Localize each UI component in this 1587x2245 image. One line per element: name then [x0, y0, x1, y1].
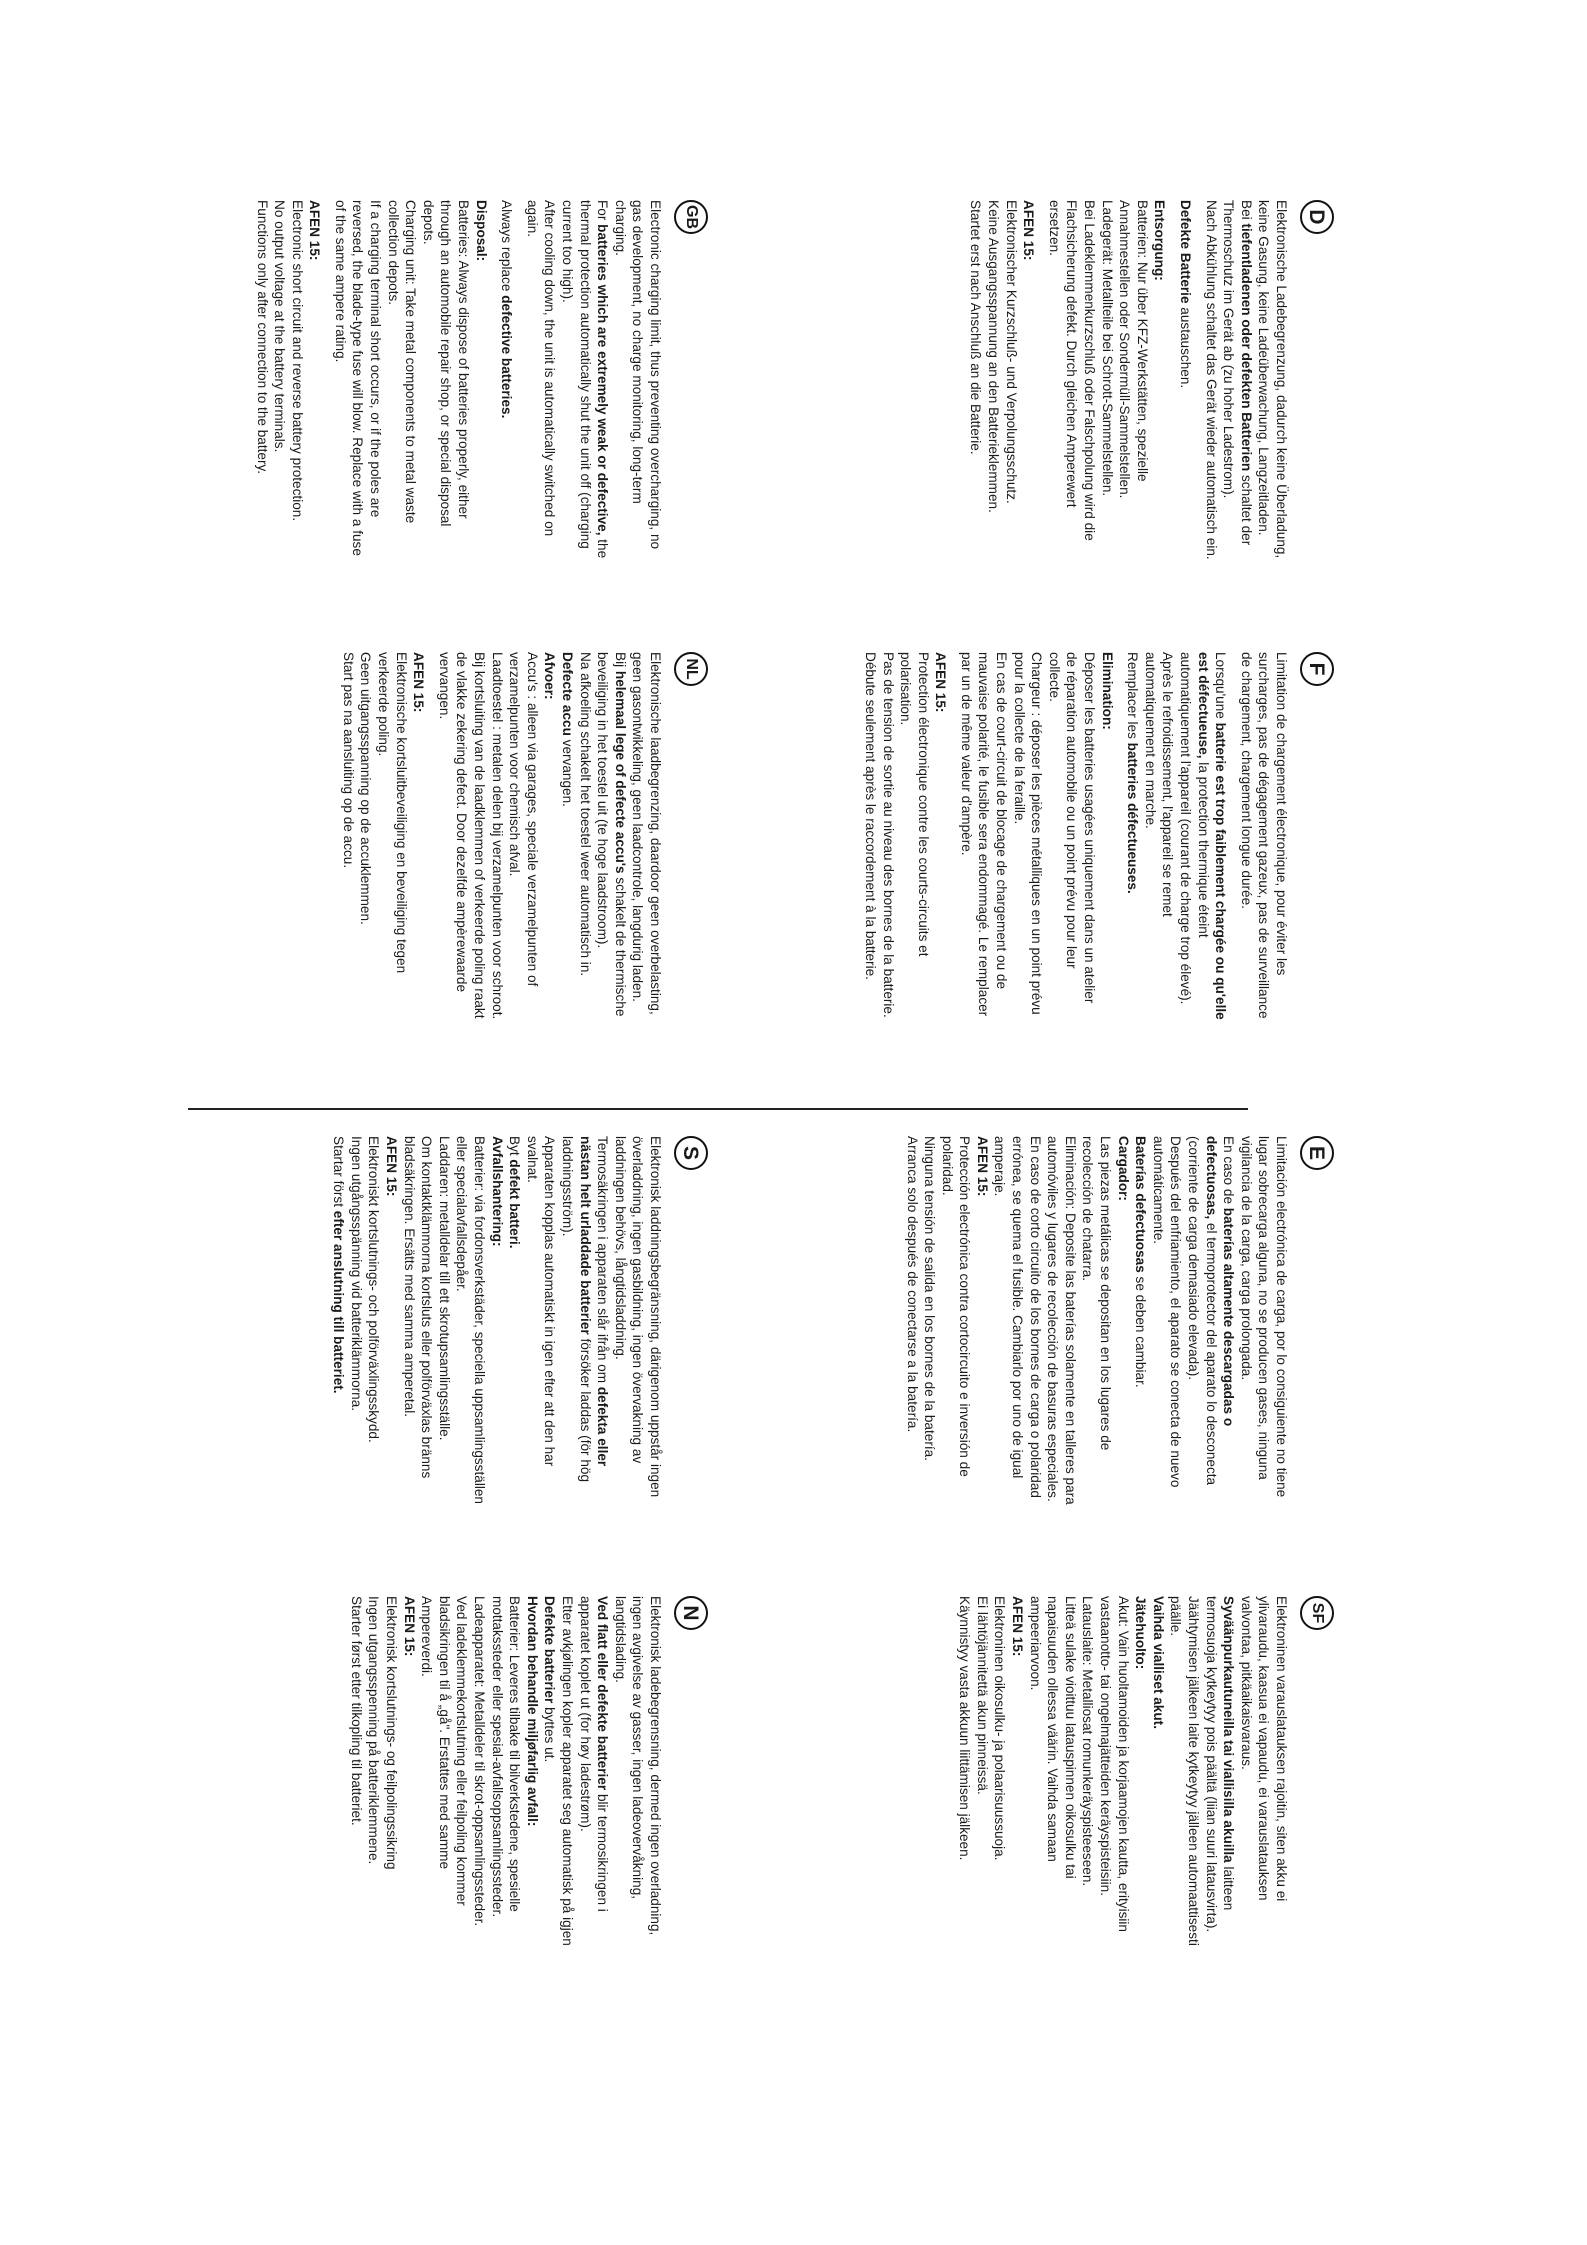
- section-header: [1296, 1596, 1338, 1946]
- subheading: Cargador:: [1115, 1136, 1131, 1201]
- paragraph: Starter først etter tilkopling til batteriet.: [348, 1596, 364, 1826]
- section-header: [670, 1136, 712, 1506]
- paragraph: Limitation de chargement électronique, pour éviter les surcharges, pas de dégagement gazeux, pas de surveillance de chargement, chargement longue durée.: [1238, 652, 1289, 1019]
- paragraph: Ninguna tensión de salida en los bornes de la batería.: [922, 1136, 938, 1461]
- lang-badge-fi: SF: [1300, 1596, 1334, 1630]
- paragraph: Après le refroidissement, l'appareil se remet automatiquement en marche.: [1142, 652, 1176, 917]
- paragraph: Débute seulement après le raccordement à la batterie.: [862, 652, 878, 980]
- section-header: [1296, 1136, 1338, 1506]
- section-fr: [861, 652, 1338, 1022]
- paragraph: Batterien: Nur über KFZ-Werkstätten, spezielle Annahmestellen oder Sondermüll-Sammelstellen.: [1117, 200, 1150, 499]
- paragraph: Ladeapparatet: Metalldeler til skrot-oppsamlingssteder.: [472, 1596, 488, 1927]
- paragraph: Arranca solo después de conectarse a la batería.: [904, 1136, 920, 1433]
- paragraph: Remplacer les batteries défectueuses.: [1125, 652, 1141, 894]
- paragraph: Ingen utgangsspenning på batteriklemmene.: [366, 1596, 382, 1865]
- paragraph: Startet erst nach Anschluß an die Batterie.: [968, 200, 984, 455]
- paragraph: Geen uitgangsspanning op de accuklemmen.: [358, 652, 374, 925]
- paragraph: Latauslaite: Metalliosat romunkeräyspisteeseen.: [1080, 1596, 1096, 1887]
- subheading: Afvoer:: [542, 652, 558, 700]
- paragraph: Na afkoeling schakelt het toestel weer automatisch in.: [577, 652, 593, 977]
- paragraph: Elektronische laadbegrenzing, daardoor geen overbelasting, geen gasontwikkeling, geen laadcontrole, langdurig laden.: [630, 652, 663, 1015]
- paragraph: Defecte accu vervangen.: [560, 652, 576, 807]
- section-fi: [956, 1596, 1338, 1946]
- paragraph: Elektronische Ladebegrenzung, dadurch keine Überladung, keine Gasung, keine Ladeüberwachung, Langzeitladen.: [1256, 200, 1289, 559]
- section-header: [1296, 200, 1338, 560]
- paragraph: Bei Ladeklemmenkurzschluß oder Falschpolung wird die Flachsicherung defekt. Durch gleichen Amperewert ersetzen.: [1046, 200, 1098, 541]
- section-no: [347, 1596, 712, 1946]
- paragraph: Ved ladeklemmekortslutning eller feilpoling kommer bladsikringen til å „gå". Erstattes med samme Ampereverdi.: [419, 1596, 470, 1906]
- paragraph: Vaihda vialliset akut.: [1150, 1596, 1166, 1729]
- paragraph: Elektroniskt kortslutnings- och polförväxlingsskydd.: [366, 1136, 382, 1443]
- subheading: Disposal:: [473, 200, 489, 262]
- paragraph: Eliminación: Deposite las baterías solamente en talleres para automóviles y lugares de recolección de basuras especiales.: [1045, 1136, 1078, 1505]
- section-header: [670, 200, 712, 560]
- paragraph: Startar först efter anslutning till batteriet.: [331, 1136, 347, 1394]
- paragraph: Elektronisk ladebegrensning, dermed ingen overladning, ingen avgivelse av gasser, ingen ladeovervåkning, langtidslading.: [612, 1596, 663, 1936]
- paragraph: Después del enfriamiento, el aparato se conecta de nuevo automáticamente.: [1150, 1136, 1184, 1488]
- subheading: AFEN 15:: [401, 1596, 417, 1657]
- paragraph: Bij kortsluiting van de laadklemmen of verkeerde poling raakt de vlakke zekering defect. Door dezelfde ampèrewaarde vervangen.: [436, 652, 488, 1019]
- paragraph: Ved flatt eller defekte batterier blir termosikringen i apparatet koplet ut (for høy ladestrøm).: [577, 1596, 611, 1912]
- paragraph: Pas de tension de sortie au niveau des bornes de la batterie.: [880, 652, 896, 1018]
- paragraph: Laddaren: metalldelar till ett skrotupsamlingsställe.: [436, 1136, 452, 1441]
- lang-badge-de: D: [1300, 200, 1334, 234]
- section-header: [670, 652, 712, 1022]
- paragraph: Elektronisk kortslutnings- og feilpolingssikring: [384, 1596, 400, 1870]
- paragraph: Batteries: Always dispose of batteries properly, either through an automobile repair shop, or special disposal depots.: [420, 200, 472, 527]
- paragraph: Käynnistyy vasta akkuun liittämisen jälkeen.: [957, 1596, 973, 1861]
- subheading: AFEN 15:: [307, 200, 323, 261]
- subheading: AFEN 15:: [384, 1136, 400, 1197]
- section-nl: [339, 652, 712, 1022]
- paragraph: Apparaten kopplas automatiskt in igen efter att den har svalnat.: [524, 1136, 558, 1467]
- paragraph: Protection électronique contre les courts-circuits et polarisation.: [898, 652, 931, 957]
- paragraph: Elektronische kortsluitbeveiliging en beveiliging tegen verkeerde poling.: [376, 652, 409, 974]
- paragraph: Elektroninen oikosulku- ja polaarisuussuoja.: [992, 1596, 1008, 1861]
- paragraph: Electronic short circuit and reverse battery protection.: [289, 200, 305, 522]
- section-header: [670, 1596, 712, 1946]
- lang-badge-es: E: [1300, 1136, 1334, 1170]
- paragraph: Charging unit: Take metal components to metal waste collection depots.: [385, 200, 419, 524]
- paragraph: Elektronisk laddningsbegränsning, därigenom uppstår ingen överladdning, ingen gasbildning, ingen övervakning av laddningen behövs, långtidsladdning.: [612, 1136, 663, 1498]
- paragraph: Termosäkringen i apparaten slår ifrån om defekta eller nästan helt urladdade batterier försöker laddas (för hög laddningsström).: [560, 1136, 611, 1483]
- lang-badge-se: S: [674, 1136, 708, 1170]
- paragraph: Om kontaktklämmorna kortsluts eller polförväxlas bränns bladsäkringen. Ersätts med samma amperetal.: [401, 1136, 435, 1479]
- paragraph: Ladegerät: Metallteile bei Schrott-Sammelstellen.: [1099, 200, 1115, 497]
- paragraph: En caso de corto circuito de los bornes de carga o polaridad errónea, se quema el fusible. Cambiarlo por uno de igual amperaje.: [992, 1136, 1043, 1498]
- paragraph: Batterier: Leveres tilbake til bilverkstedene, spesielle mottakssteder eller spesial-avfallsoppsamlingssteder.: [489, 1596, 523, 1918]
- paragraph: Defekte batterier byttes ut.: [542, 1596, 558, 1763]
- paragraph: Ingen utgångsspänning vid batteriklämmorna.: [348, 1136, 364, 1412]
- paragraph: Always replace defective batteries.: [499, 200, 515, 419]
- paragraph: Las piezas metálicas se depositan en los lugares de recolección de chatarra.: [1080, 1136, 1114, 1451]
- subheading: AFEN 15:: [933, 652, 949, 713]
- subheading: Jätehuolto:: [1133, 1596, 1149, 1670]
- paragraph: Limitación electrónica de carga, por lo consiguiente no tiene lugar sobrecarga alguna, no se producen gases, ninguna vigilancia de la carga, carga prolongada.: [1238, 1136, 1289, 1498]
- subheading: Entsorgung:: [1152, 200, 1168, 281]
- paragraph: Protección electrónica contra cortocircuito e inversión de polaridad.: [939, 1136, 973, 1477]
- paragraph: Laadtoestel : metalen delen bij verzamelpunten voor schroot.: [489, 652, 505, 1020]
- paragraph: En cas de court-circuit de blocage de chargement ou de mauvaise polarité, le fusible sera endommagé. Le remplacer par un de même valeur d'ampère.: [958, 652, 1010, 1017]
- paragraph: En caso de baterías altamente descargadas o defectuosas, el termoprotector del aparato lo desconecta (corriente de carga demasiado elevada).: [1186, 1136, 1237, 1486]
- paragraph: Akut: Vain huoltamoiden ja korjaamojen kautta, erityisiin vastaanotto- tai ongelmajätteiden keräyspisteisiin.: [1098, 1596, 1131, 1932]
- subheading: Avfallshantering:: [489, 1136, 505, 1247]
- paragraph: Byt defekt batteri.: [507, 1136, 523, 1249]
- lang-badge-gb: GB: [674, 200, 708, 234]
- subheading: AFEN 15:: [974, 1136, 990, 1197]
- paragraph: Elektroninen varauslatauksen rajoitin, siten akku ei ylivaraudu, kaasua ei vapaudu, ei varauslatauksen valvontaa, pitkäaikaisvaraus.: [1238, 1596, 1289, 1902]
- paragraph: No output voltage at the battery terminals.: [272, 200, 288, 453]
- paragraph: If a charging terminal short occurs, or if the poles are reversed, the blade-type fuse will blow. Replace with a fuse of the same ampere rating.: [332, 200, 384, 556]
- section-se: [330, 1136, 712, 1506]
- paragraph: Electronic charging limit, thus preventing overcharging, no gas development, no charge monitoring, long-term charging.: [612, 200, 663, 550]
- paragraph: Déposer les batteries usagées uniquement dans un atelier de réparation automobile ou un point prévu pour leur collecte.: [1046, 652, 1098, 1004]
- subheading: Elimination:: [1099, 652, 1115, 730]
- section-header: [1296, 652, 1338, 1022]
- paragraph: Start pas na aansluiting op de accu.: [340, 652, 356, 869]
- paragraph: Batterier: via fordonsverkstäder, speciella uppsamlingsställen eller specialavfallsdepåer.: [454, 1136, 488, 1504]
- paragraph: Accu's : alleen via garages, speciale verzamelpunten of verzamelpunten voor chemisch afval.: [507, 652, 540, 987]
- paragraph: Bij helemaal lege of defecte accu's schakelt de thermische beveiliging in het toestel uit (te hoge laadstroom).: [595, 652, 628, 1017]
- paragraph: Keine Ausgangsspannung an den Batterieklemmen.: [986, 200, 1002, 513]
- paragraph: After cooling down, the unit is automatically switched on again.: [524, 200, 558, 537]
- paragraph: Functions only after connection to the battery.: [254, 200, 270, 475]
- section-es: [903, 1136, 1338, 1506]
- paragraph: Lorsqu'une batterie est trop faiblement chargée ou qu'elle est défectueuse, la protection thermique éteint automatiquement l'appareil (courant de charge trop élevé).: [1178, 652, 1229, 1020]
- paragraph: Syväänpurkautuneilla tai viallisilla akuilla laitteen termosuoja kytkeytyy pois päältä (liian suuri latausvirta).: [1203, 1596, 1237, 1933]
- paragraph: Etter avkjølingen kopler apparatet seg automatisk på igjen: [560, 1596, 576, 1946]
- paragraph: For batteries which are extremely weak or defective, the thermal protection automatically shut the unit off (charging current too high).: [560, 200, 611, 559]
- paragraph: Nach Abkühlung schaltet das Gerät wieder automatisch ein.: [1203, 200, 1219, 560]
- subheading: AFEN 15:: [1010, 1596, 1026, 1657]
- lang-badge-no: N: [674, 1596, 708, 1630]
- paragraph: Litteä sulake vioittuu latauspinnen oikosulku tai napaisuuden ollessa väärin. Vaihda samaan ampeeriarvoon.: [1027, 1596, 1078, 1879]
- paragraph: Ei lähtöjännitettä akun pinneissä.: [974, 1596, 990, 1795]
- subheading: Hvordan behandle miljøfarlig avfall:: [524, 1596, 540, 1827]
- paragraph: Jäähtymisen jälkeen laite kytkeytyy jälleen automaattisesti päälle.: [1168, 1596, 1202, 1946]
- subheading: AFEN 15:: [1021, 200, 1037, 261]
- paragraph: Defekte Batterie austauschen.: [1178, 200, 1194, 389]
- paragraph: Baterías defectuosas se deben cambiar.: [1133, 1136, 1149, 1388]
- paragraph: Bei tiefentladenen oder defekten Batterien schaltet der Thermoschutz im Gerät ab (zu hoher Ladestrom).: [1221, 200, 1254, 546]
- paragraph: Chargeur : déposer les pièces métalliques en un point prévu pour la collecte de la feraille.: [1011, 652, 1045, 1015]
- subheading: AFEN 15:: [411, 652, 427, 713]
- paragraph: Elektronischer Kurzschluß- und Verpolungsschutz.: [1003, 200, 1019, 504]
- page-divider: [188, 1108, 1248, 1110]
- lang-badge-nl: NL: [674, 652, 708, 686]
- lang-badge-fr: F: [1300, 652, 1334, 686]
- section-gb: [253, 200, 712, 560]
- section-de: [967, 200, 1338, 560]
